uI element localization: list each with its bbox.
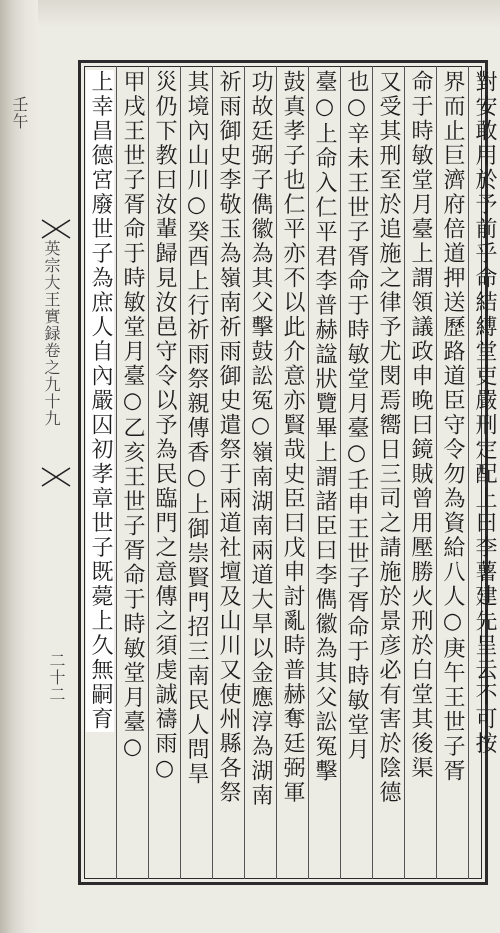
text-column-6: 臺○上命入仁平君李普赫諡狀覽畢上謂諸臣曰李儁徽為其父訟冤擊 — [312, 70, 337, 784]
text-column-11: 災仍下教曰汝輩歸見汝邑守令以予為民臨門之意傳之須虔誠禱雨○ — [152, 70, 177, 784]
text-column-8: 功故廷弼子儁徽為其父擊鼓訟冤○嶺南湖南兩道大旱以金應淳為湖南 — [248, 70, 273, 808]
fishtail-mark-lower-icon — [40, 466, 72, 488]
text-column-4: 又受其刑至於追施之律予尤閔焉嚮日三司之請施於景彦必有害於陰德 — [376, 70, 401, 805]
margin-year-label: 壬午 — [10, 96, 29, 130]
margin-book-title: 英宗大王實録卷之九十九 — [42, 240, 61, 427]
text-column-12: 甲戌王世子胥命于時敏堂月臺○乙亥王世子胥命于時敏堂月臺○ — [120, 70, 145, 762]
margin-page-number: 二十二 — [47, 652, 66, 703]
text-column-10: 其境內山川○癸酉上行祈雨祭親傳香○上御崇賢門招三南民人問旱 — [184, 70, 209, 787]
text-column-1: 對安敢用於予前乎命結縛堂吏嚴刑定配上曰李薯建先呈云不可按 — [472, 70, 497, 756]
book-spine — [0, 0, 38, 933]
fishtail-mark-upper-icon — [40, 218, 72, 240]
text-column-2: 界而止巨濟府倍道押送歷路道臣守令勿為資給八人○庚午王世子胥 — [440, 70, 465, 784]
page-top-shade — [38, 0, 500, 28]
text-column-13-highlighted: 上幸昌德宮廢世子為庶人自內嚴囚初孝章世子既薨上久無嗣育 — [88, 70, 113, 732]
text-column-3: 命于時敏堂月臺上謂領議政申晚曰鏡賊曾用壓勝火刑於白堂其後渠 — [408, 70, 433, 781]
text-column-9: 祈雨御史李敬玉為嶺南祈雨御史遣祭于兩道社壇及山川又使州縣各祭 — [216, 70, 241, 805]
text-column-7: 鼓真孝子也仁平亦不以此介意亦賢哉史臣曰戊申討亂時普赫奪廷弼軍 — [280, 70, 305, 805]
text-column-5: 也○辛未王世子胥命于時敏堂月臺○壬申王世子胥命于時敏堂月 — [344, 70, 369, 762]
